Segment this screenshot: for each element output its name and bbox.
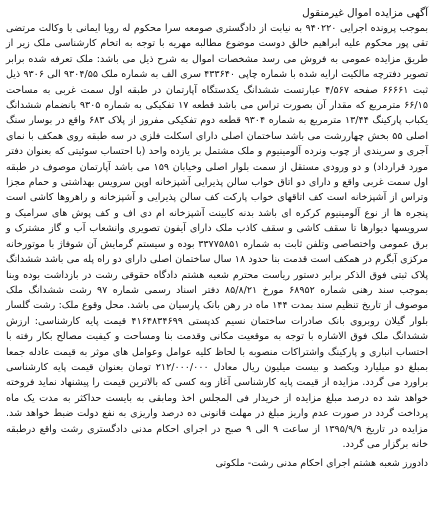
notice-title: آگهی مزایده اموال غیرمنقول: [302, 7, 428, 19]
notice-signature: دادورز شعبه هشتم اجرای احکام مدنی رشت- ملکوتی: [215, 458, 428, 470]
notice-body: بموجب پرونده اجرایی ۹۴۰۲۲۰ به نیابت از دادگستری صومعه سرا محکوم له رویا ایمانی با وکالت مرتضی تقی پور محکوم علیه ابراهیم خالق دوست موضوع مطالبه مهریه با توجه به اتخام کارشناسی ملک زیر از طریق مزایده عمومی به فروش می رسد مشخصات اموال به شرح ذیل می باشد: ملک تعرفه شده برابر تصویر دفترچه مالکیت ارایه شده با شماره چاپی ۴۳۳۶۴۰ سری الف به شماره ملک ۹۳۰۴/۵۵ الی ۹۳۰۶ ذیل ثبت ۶۶۶۶۱ صفحه ۴/۵۶۷ عبارتست ششدانگ یکدستگاه آپارتمان در طبقه اول سمت غربی به مساحت ۶۶/۱۵ مترمربع که مقدار آن بصورت تراس می باشد قطعه ۱۷ تفکیکی به شماره ۹۳۰۵ بانضمام ششدانگ یکباب پارکینگ ۱۳/۴۴ مترمربع به شماره ۹۳۰۴ قطعه دوم تفکیکی مفروز از پلاک ۶۸۳ واقع در بوسار سنگ اصلی ۵۵ بخش چهاررشت می باشد ساختمان اصلی دارای اسکلت فلزی در سه طبقه روی همکف با نمای آجری و سریندی از چوب ونرده آلومینیوم و ملک مشتمل بر یازده واحد (با احتساب سوئیتی که بعنوان دفتر مورد قرارداد) و دو ورودی مستقل از سمت بلوار اصلی وخیابان ۱۵۹ می باشد آپارتمان موصوف در طبقه اول سمت غربی واقع و دارای دو اتاق خواب سالن پذیرایی آشپزخانه اوپن سرویس بهداشتی و حمام مجزا وتراس از آشپزخانه است کف اتاقهای خواب پارکت کف سالن پذیرایی و آشپزخانه و راهروها کاشی است پنجره ها از نوع آلومینیوم کرکره ای باشد بدنه کابینت آشپزخانه ام دی اف و کف پوش های سرامیک و سرویسها دیوارها تا سقف کاشی و سقف کاذب ملک دارای آیفون تصویری وانشعاب آب و گاز مشترک و برق عمومی واختصاصی وتلفن ثابت به شماره ۳۳۷۷۵۸۵۱ بوده و سیستم گرمایش آن شوفاژ با موتورخانه مرکزی آبگرم در همکف است قدمت بنا حدود ۱۸ سال ساختمان اصلی دارای دو راه پله می باشد ششدانگ پلاک ثبتی فوق الذکر برابر دستور ریاست محترم شعبه هشتم دادگاه حقوقی رشت در بازداشت بوده وبنا بموجب سند رهنی شماره ۶۸۹۵۲ مورخ ۸۵/۸/۲۱ دفتر اسناد رسمی شماره ۹۷ رشت ششدانگ ملک موصوف از تاریخ تنظیم سند بمدت ۱۴۴ ماه در رهن بانک پارسیان می باشد. محل وقوع ملک: رشت گلسار بلوار گیلان روبروی بانک صادرات ساختمان نسیم کدپستی ۴۱۶۴۸۳۴۶۹۹ قیمت پایه کارشناسی: ارزش ششدانگ ملک فوق الاشاره با توجه به موقعیت مکانی وقدمت بنا ومساحت و کیفیت مصالح بکار رفته با احتساب انباری و پارکینگ واشتراکات منصوبه با لحاظ کلیه عوامل وعوامل های موثر به قیمت عادله جمعا بمبلغ دو میلیارد ویکصد و بیست میلیون ریال معادل ۲۱۲/۰۰۰/۰۰۰ تومان بعنوان قیمت پایه کارشناسی براورد می گردد. مزایده از قیمت پایه کارشناسی آغاز وبه کسی که بالاترین قیمت را پیشنهاد نماید فروخته خواهد شد ده درصد مبلغ مزایده از خریدار فی المجلس اخذ ومابقی به بایست حداکثر به مدت یک ماه پرداخت گردد در صورت عدم واریز مبلغ در مهلت قانونی ده درصد واریزی به نفع دولت ضبط خواهد شد. مزایده در تاریخ ۱۳۹۵/۹/۹ از ساعت ۹ الی ۹ صبح در اجرای احکام مدنی دادگستری رشت واقع درطبقه خانه برگزار می گردد.: [6, 23, 429, 450]
